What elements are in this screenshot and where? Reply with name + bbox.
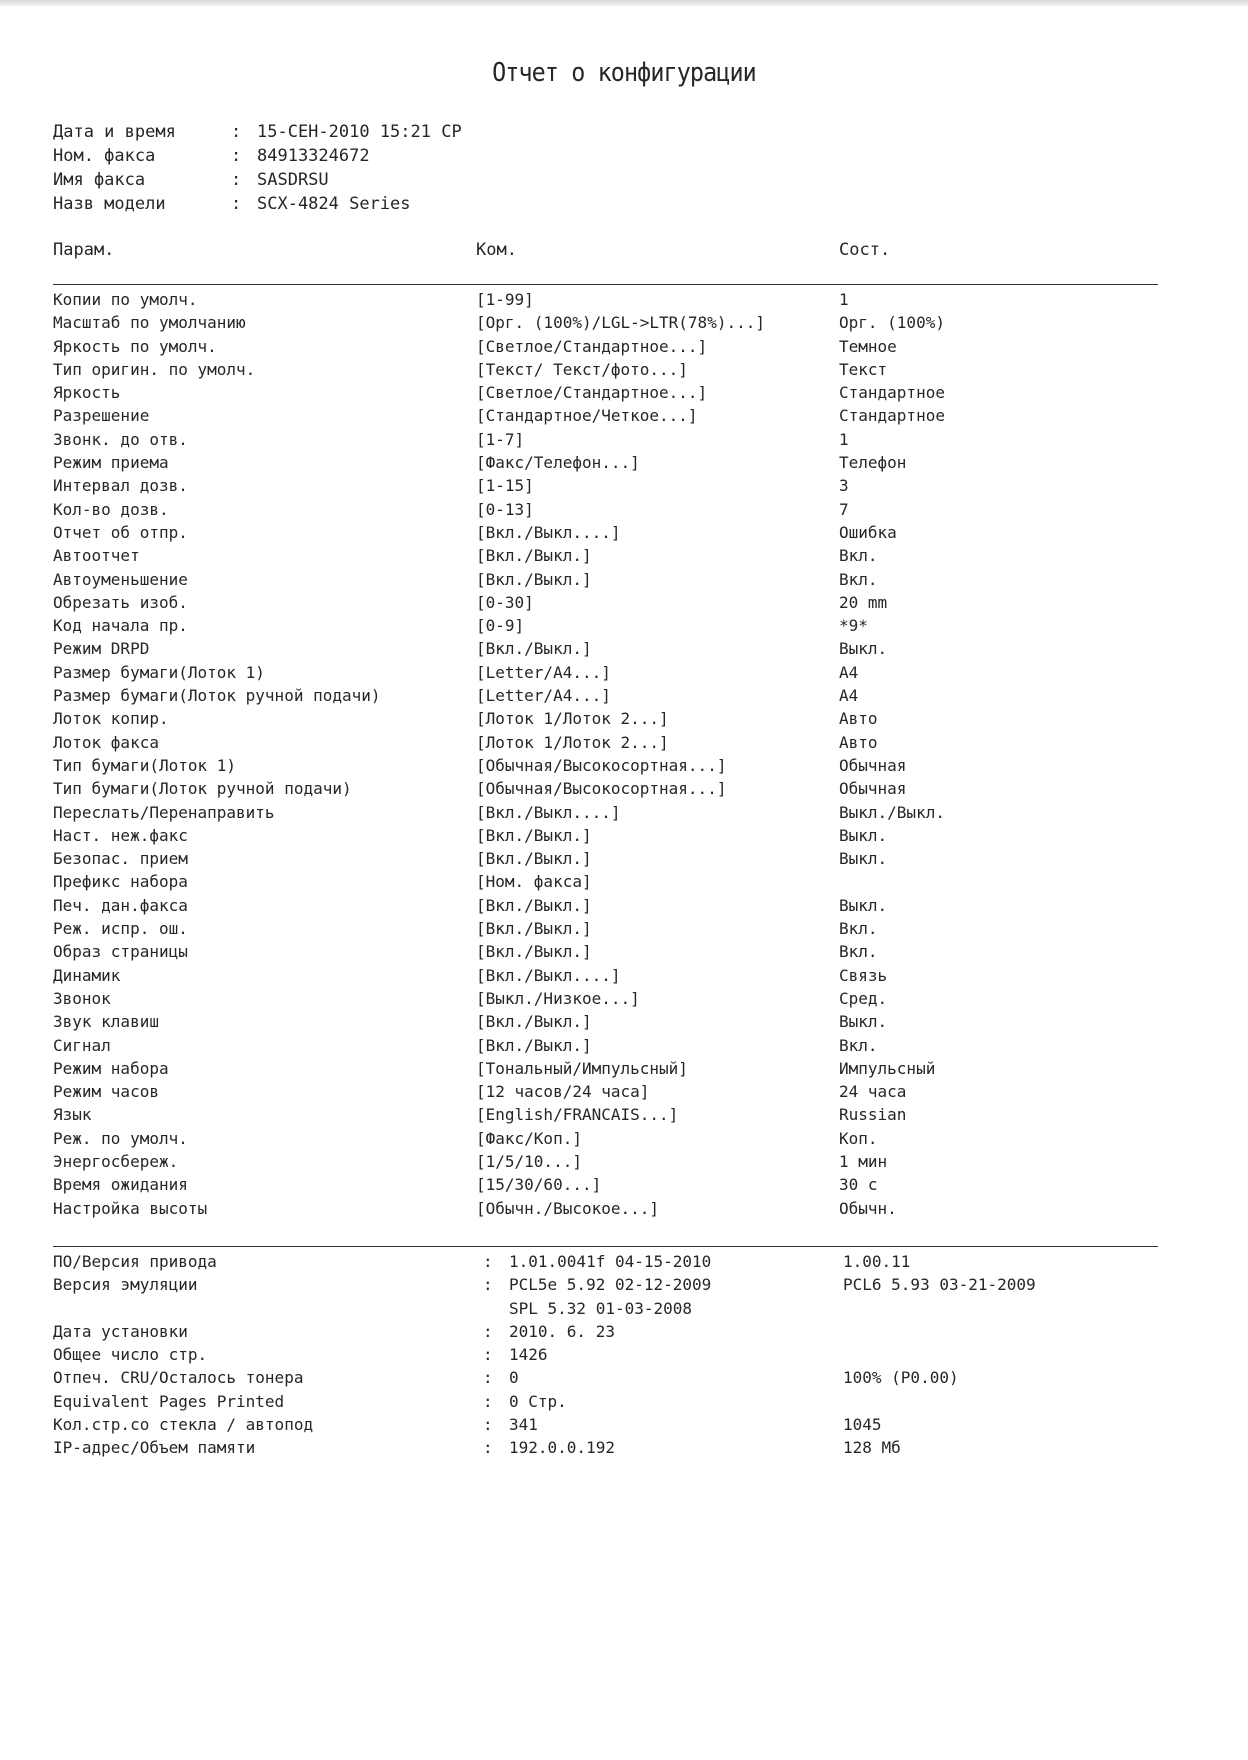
divider-bottom [53, 1246, 1158, 1247]
cmd-cell: [0-9] [476, 616, 525, 636]
footer-row [53, 1390, 1158, 1413]
state-cell: Выкл. [839, 639, 888, 659]
footer-label: Дата установки [53, 1321, 188, 1341]
table-row [53, 661, 1158, 684]
state-cell: 1 [839, 290, 849, 309]
footer-sep: : [483, 1321, 493, 1341]
table-row [53, 404, 1158, 427]
param-cell: Динамик [53, 965, 121, 985]
param-cell: Звонок [53, 988, 111, 1008]
param-cell: Тип оригин. по умолч. [53, 359, 256, 379]
table-row [53, 614, 1158, 637]
header-row [53, 168, 462, 192]
param-cell: Реж. испр. ош. [53, 919, 188, 939]
state-cell: Авто [839, 709, 878, 729]
table-row [53, 311, 1158, 334]
table-row [53, 358, 1158, 381]
table-row [53, 731, 1158, 754]
footer-value: 192.0.0.192 [509, 1438, 615, 1458]
table-row [53, 1150, 1158, 1173]
param-cell: Печ. дан.факса [53, 895, 188, 915]
footer-sep: : [483, 1275, 493, 1295]
header-row [53, 120, 462, 144]
state-cell: 20 mm [839, 592, 888, 612]
cmd-cell: [12 часов/24 часа] [476, 1082, 650, 1102]
table-row [53, 964, 1158, 987]
state-cell: Сред. [839, 988, 888, 1008]
state-cell: Вкл. [839, 569, 878, 589]
cmd-cell: [Обычная/Высокосортная...] [476, 755, 727, 775]
param-cell: Безопас. прием [53, 849, 188, 869]
cmd-cell: [Вкл./Выкл.] [476, 1035, 592, 1055]
header-label: Имя факса [53, 170, 146, 190]
header-sep: : [231, 194, 242, 214]
footer-label: IP-адрес/Объем памяти [53, 1438, 256, 1458]
footer-sep: : [483, 1345, 493, 1365]
footer-row [53, 1320, 1158, 1343]
state-cell: A4 [839, 686, 859, 706]
param-cell: Обрезать изоб. [53, 592, 188, 612]
footer-sep: : [483, 1391, 493, 1411]
table-row [53, 824, 1158, 847]
param-cell: Режим приема [53, 453, 169, 473]
footer-value: SPL 5.32 01-03-2008 [509, 1298, 693, 1318]
header-label: Дата и время [53, 122, 176, 142]
table-row [53, 1010, 1158, 1033]
state-cell: Вкл. [839, 942, 878, 962]
settings-table [53, 288, 1158, 1220]
cmd-cell: [Стандартное/Четкое...] [476, 406, 698, 426]
cmd-cell: [1-99] [476, 290, 534, 309]
cmd-cell: [1-15] [476, 476, 534, 496]
table-row [53, 777, 1158, 800]
cmd-cell: [Выкл./Низкое...] [476, 988, 640, 1008]
footer-value: 0 Стр. [509, 1391, 567, 1411]
param-cell: Режим набора [53, 1058, 169, 1078]
table-row [53, 474, 1158, 497]
state-cell: Russian [839, 1105, 907, 1125]
cmd-cell: [Вкл./Выкл.] [476, 849, 592, 869]
footer-sep: : [483, 1368, 493, 1388]
footer-block [53, 1250, 1158, 1460]
footer-row [53, 1366, 1158, 1389]
state-cell: 30 с [839, 1175, 878, 1195]
state-cell: Ошибка [839, 522, 897, 542]
cmd-cell: [Вкл./Выкл.] [476, 942, 592, 962]
param-cell: Режим часов [53, 1082, 159, 1102]
footer-label: Equivalent Pages Printed [53, 1391, 285, 1411]
footer-value: 1.01.0041f 04-15-2010 [509, 1252, 712, 1271]
table-row [53, 451, 1158, 474]
state-cell: 24 часа [839, 1082, 907, 1102]
state-cell: *9* [839, 616, 868, 636]
state-cell: Темное [839, 336, 897, 356]
footer-label: Общее число стр. [53, 1345, 208, 1365]
header-sep: : [231, 122, 242, 142]
column-header-state: Сост. [839, 240, 891, 260]
cmd-cell: [Тональный/Импульсный] [476, 1058, 688, 1078]
state-cell: Орг. (100%) [839, 313, 945, 333]
state-cell: Выкл. [839, 825, 888, 845]
state-cell: Выкл./Выкл. [839, 802, 945, 822]
state-cell: Авто [839, 732, 878, 752]
state-cell: Обычная [839, 755, 907, 775]
footer-sep: : [483, 1252, 493, 1271]
page-title: Отчет о конфигурации [492, 58, 756, 88]
footer-row [53, 1413, 1158, 1436]
table-row [53, 381, 1158, 404]
header-row [53, 192, 462, 216]
header-block [53, 120, 462, 216]
param-cell: Режим DRPD [53, 639, 150, 659]
table-row [53, 428, 1158, 451]
footer-row [53, 1436, 1158, 1459]
table-row [53, 917, 1158, 940]
table-row [53, 1057, 1158, 1080]
table-row [53, 684, 1158, 707]
header-row [53, 144, 462, 168]
param-cell: Лоток факса [53, 732, 159, 752]
header-sep: : [231, 146, 242, 166]
cmd-cell: [1/5/10...] [476, 1151, 582, 1171]
param-cell: Интервал дозв. [53, 476, 188, 496]
cmd-cell: [Вкл./Выкл.] [476, 639, 592, 659]
cmd-cell: [Ном. факса] [476, 872, 592, 892]
state-cell: 1 мин [839, 1151, 888, 1171]
header-value: 84913324672 [257, 146, 370, 166]
param-cell: Масштаб по умолчанию [53, 313, 246, 333]
table-row [53, 1173, 1158, 1196]
cmd-cell: [Факс/Коп.] [476, 1128, 582, 1148]
column-header-cmd: Ком. [476, 240, 517, 260]
state-cell: Выкл. [839, 849, 888, 869]
cmd-cell: [Вкл./Выкл.] [476, 546, 592, 566]
state-cell: A4 [839, 662, 859, 682]
table-row [53, 1197, 1158, 1220]
param-cell: Настройка высоты [53, 1198, 208, 1218]
footer-value: PCL5e 5.92 02-12-2009 [509, 1275, 712, 1295]
header-label: Назв модели [53, 194, 166, 214]
cmd-cell: [Вкл./Выкл.] [476, 825, 592, 845]
cmd-cell: [English/FRANCAIS...] [476, 1105, 679, 1125]
cmd-cell: [Вкл./Выкл....] [476, 522, 621, 542]
param-cell: Автоотчет [53, 546, 140, 566]
cmd-cell: [Letter/A4...] [476, 662, 611, 682]
table-row [53, 521, 1158, 544]
table-row [53, 335, 1158, 358]
table-row [53, 1034, 1158, 1057]
param-cell: Тип бумаги(Лоток 1) [53, 755, 237, 775]
param-cell: Размер бумаги(Лоток ручной подачи) [53, 686, 381, 706]
cmd-cell: [Светлое/Стандартное...] [476, 336, 708, 356]
footer-extra: 1045 [843, 1415, 882, 1435]
footer-sep: : [483, 1438, 493, 1458]
cmd-cell: [Letter/A4...] [476, 686, 611, 706]
table-row [53, 801, 1158, 824]
table-row [53, 1127, 1158, 1150]
footer-value: 341 [509, 1415, 538, 1435]
cmd-cell: [Обычная/Высокосортная...] [476, 779, 727, 799]
state-cell: Коп. [839, 1128, 878, 1148]
param-cell: Разрешение [53, 406, 150, 426]
cmd-cell: [Лоток 1/Лоток 2...] [476, 709, 669, 729]
column-header-param: Парам. [53, 240, 115, 260]
state-cell: Обычная [839, 779, 907, 799]
param-cell: Кол-во дозв. [53, 499, 169, 519]
param-cell: Код начала пр. [53, 616, 188, 636]
cmd-cell: [Вкл./Выкл....] [476, 802, 621, 822]
cmd-cell: [Светлое/Стандартное...] [476, 383, 708, 403]
param-cell: Реж. по умолч. [53, 1128, 188, 1148]
state-cell: Вкл. [839, 1035, 878, 1055]
param-cell: Сигнал [53, 1035, 111, 1055]
table-row [53, 544, 1158, 567]
cmd-cell: [1-7] [476, 429, 525, 449]
header-label: Ном. факса [53, 146, 156, 166]
param-cell: Автоуменьшение [53, 569, 188, 589]
state-cell: 3 [839, 476, 849, 496]
param-cell: Образ страницы [53, 942, 188, 962]
param-cell: Размер бумаги(Лоток 1) [53, 662, 265, 682]
cmd-cell: [Вкл./Выкл.] [476, 919, 592, 939]
table-row [53, 1103, 1158, 1126]
footer-value: 1426 [509, 1345, 548, 1365]
cmd-cell: [Орг. (100%)/LGL->LTR(78%)...] [476, 313, 765, 333]
header-sep: : [231, 170, 242, 190]
table-row [53, 707, 1158, 730]
param-cell: Отчет об отпр. [53, 522, 188, 542]
cmd-cell: [15/30/60...] [476, 1175, 602, 1195]
header-value: SCX-4824 Series [257, 194, 411, 214]
table-row [53, 847, 1158, 870]
param-cell: Звук клавиш [53, 1012, 159, 1032]
footer-row [53, 1250, 1158, 1273]
param-cell: Переслать/Перенаправить [53, 802, 275, 822]
cmd-cell: [0-13] [476, 499, 534, 519]
cmd-cell: [Вкл./Выкл....] [476, 965, 621, 985]
state-cell: Телефон [839, 453, 907, 473]
footer-label: ПО/Версия привода [53, 1252, 217, 1271]
footer-value: 2010. 6. 23 [509, 1321, 615, 1341]
header-value: 15-СЕН-2010 15:21 СР [257, 122, 462, 142]
table-row [53, 1080, 1158, 1103]
table-row [53, 754, 1158, 777]
footer-row [53, 1273, 1158, 1296]
state-cell: Вкл. [839, 919, 878, 939]
state-cell: Стандартное [839, 406, 945, 426]
footer-label: Отпеч. CRU/Осталось тонера [53, 1368, 304, 1388]
state-cell: 7 [839, 499, 849, 519]
footer-sep: : [483, 1415, 493, 1435]
footer-extra: 100% (P0.00) [843, 1368, 959, 1388]
cmd-cell: [Вкл./Выкл.] [476, 895, 592, 915]
param-cell: Наст. неж.факс [53, 825, 188, 845]
footer-label: Версия эмуляции [53, 1275, 198, 1295]
footer-row [53, 1297, 1158, 1320]
table-row [53, 568, 1158, 591]
table-row [53, 637, 1158, 660]
param-cell: Энергосбереж. [53, 1151, 179, 1171]
state-cell: 1 [839, 429, 849, 449]
param-cell: Время ожидания [53, 1175, 188, 1195]
footer-label: Кол.стр.со стекла / автопод [53, 1415, 314, 1435]
param-cell: Префикс набора [53, 872, 188, 892]
table-row [53, 987, 1158, 1010]
table-row [53, 870, 1158, 893]
divider-top [53, 284, 1158, 285]
cmd-cell: [Текст/ Текст/фото...] [476, 359, 688, 379]
table-row [53, 498, 1158, 521]
table-row [53, 288, 1158, 311]
state-cell: Вкл. [839, 546, 878, 566]
cmd-cell: [Обычн./Высокое...] [476, 1198, 660, 1218]
table-row [53, 940, 1158, 963]
param-cell: Звонк. до отв. [53, 429, 188, 449]
param-cell: Яркость [53, 383, 121, 403]
footer-extra: 128 Мб [843, 1438, 901, 1458]
cmd-cell: [Вкл./Выкл.] [476, 1012, 592, 1032]
param-cell: Лоток копир. [53, 709, 169, 729]
state-cell: Выкл. [839, 1012, 888, 1032]
param-cell: Копии по умолч. [53, 290, 198, 309]
param-cell: Яркость по умолч. [53, 336, 217, 356]
header-value: SASDRSU [257, 170, 329, 190]
scan-edge [0, 0, 1248, 6]
footer-extra: PCL6 5.93 03-21-2009 [843, 1275, 1036, 1295]
footer-value: 0 [509, 1368, 519, 1388]
state-cell: Связь [839, 965, 888, 985]
cmd-cell: [Лоток 1/Лоток 2...] [476, 732, 669, 752]
state-cell: Текст [839, 359, 888, 379]
cmd-cell: [Вкл./Выкл.] [476, 569, 592, 589]
state-cell: Выкл. [839, 895, 888, 915]
state-cell: Стандартное [839, 383, 945, 403]
table-row [53, 591, 1158, 614]
param-cell: Тип бумаги(Лоток ручной подачи) [53, 779, 352, 799]
cmd-cell: [Факс/Телефон...] [476, 453, 640, 473]
table-row [53, 894, 1158, 917]
state-cell: Импульсный [839, 1058, 936, 1078]
footer-extra: 1.00.11 [843, 1252, 911, 1271]
footer-row [53, 1343, 1158, 1366]
param-cell: Язык [53, 1105, 92, 1125]
state-cell: Обычн. [839, 1198, 897, 1218]
cmd-cell: [0-30] [476, 592, 534, 612]
